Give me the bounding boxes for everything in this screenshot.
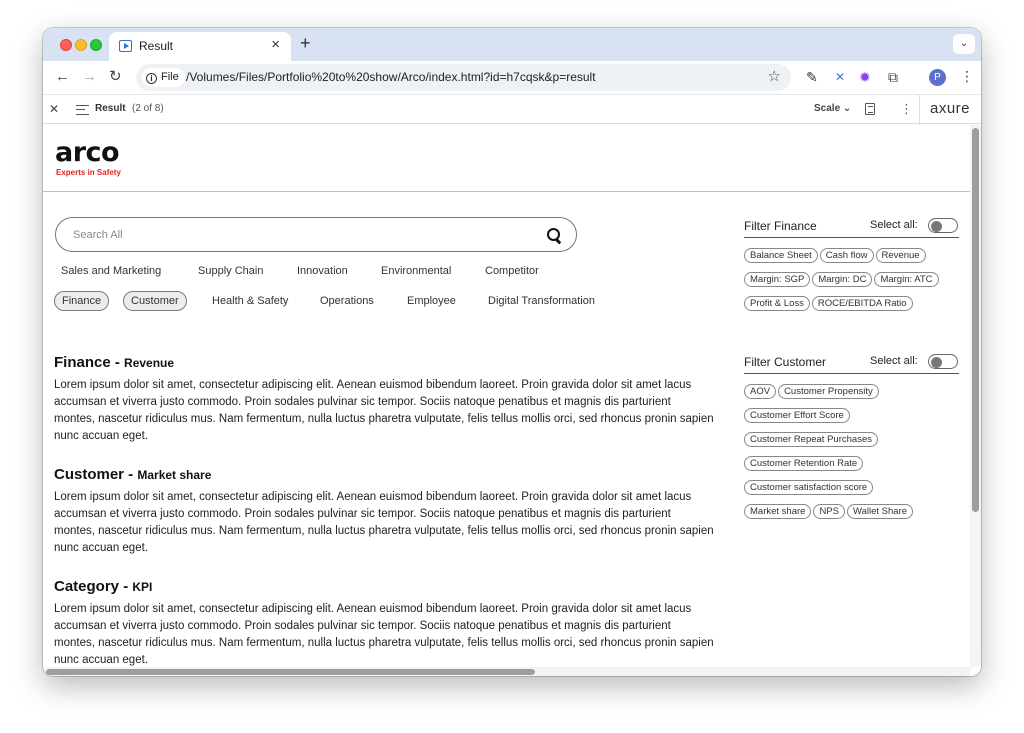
tag-margin-dc[interactable]: Margin: DC: [812, 272, 872, 287]
sitemap-menu-icon[interactable]: [76, 105, 89, 115]
close-tab-icon[interactable]: ×: [271, 36, 280, 53]
reload-icon[interactable]: ↻: [109, 68, 122, 85]
category-finance-selected[interactable]: Finance: [54, 291, 109, 311]
page-viewport: [43, 125, 970, 667]
article-heading: [54, 354, 714, 371]
minimize-window-button[interactable]: [75, 39, 87, 51]
category-supply-chain[interactable]: Supply Chain: [198, 265, 264, 277]
customer-tag-list: [744, 381, 959, 525]
tag-profit-and-loss[interactable]: Profit & Loss: [744, 296, 810, 311]
axure-toolbar: [43, 94, 981, 124]
tag-market-share[interactable]: Market share: [744, 504, 811, 519]
tab-strip: [43, 28, 981, 61]
axure-logo: axure: [930, 100, 971, 117]
arco-logo[interactable]: arco: [55, 137, 120, 168]
tag-balance-sheet[interactable]: Balance Sheet: [744, 248, 818, 263]
tag-roce-ebitda-ratio[interactable]: ROCE/EBITDA Ratio: [812, 296, 913, 311]
article-body: Lorem ipsum dolor sit amet, consectetur adipiscing elit. Aenean euismod bibendum laoreet. Proin gravida dolor sit amet lacus accumsan et viverra justo commodo. Proin sodales pulvinar sic tempor. Sociis natoque penatibus et magnis dis parturient montes, nascetur ridiculus mus. Nam fermentum, nulla luctus pharetra vulputate, felis tellus mollis orci, sed rhoncus pronin sapien nunc accuan eget.: [54, 379, 714, 442]
url-text[interactable]: /Volumes/Files/Portfolio%20to%20show/Arco/index.html?id=h7cqsk&p=result: [186, 70, 596, 84]
more-options-icon[interactable]: ⋮: [900, 101, 913, 116]
article-finance: [54, 354, 714, 445]
article-subtitle: Revenue: [124, 356, 175, 370]
select-all-label: Select all:: [870, 219, 918, 231]
current-page-name: Result: [95, 103, 126, 114]
tag-customer-repeat-purchases[interactable]: Customer Repeat Purchases: [744, 432, 878, 447]
maximize-window-button[interactable]: [90, 39, 102, 51]
article-title: Category: [54, 578, 120, 595]
tag-customer-satisfaction-score[interactable]: Customer satisfaction score: [744, 480, 873, 495]
search-input[interactable]: Search All: [73, 229, 123, 241]
tab-title: Result: [139, 39, 174, 53]
search-icon[interactable]: [547, 228, 561, 242]
category-environmental[interactable]: Environmental: [381, 265, 452, 277]
search-bar[interactable]: [55, 217, 577, 252]
new-tab-button[interactable]: +: [300, 33, 311, 53]
vertical-scroll-thumb[interactable]: [972, 128, 979, 512]
tag-margin-atc[interactable]: Margin: ATC: [874, 272, 938, 287]
filter-finance-header: [744, 216, 959, 238]
select-all-customer-toggle[interactable]: [928, 354, 958, 369]
tab-search-chevron-icon[interactable]: ⌄: [953, 34, 975, 54]
select-all-label: Select all:: [870, 355, 918, 367]
article-separator: -: [124, 466, 138, 483]
article-body: Lorem ipsum dolor sit amet, consectetur adipiscing elit. Aenean euismod bibendum laoreet. Proin gravida dolor sit amet lacus accumsan et viverra justo commodo. Proin sodales pulvinar sic tempor. Sociis natoque penatibus et magnis dis parturient montes, nascetur ridiculus mus. Nam fermentum, nulla luctus pharetra vulputate, felis tellus mollis orci, sed rhoncus pronin sapien nunc accuan eget.: [54, 491, 714, 554]
browser-toolbar: [43, 61, 981, 94]
page-count: (2 of 8): [132, 103, 164, 114]
filter-customer-panel: [744, 352, 959, 525]
tag-customer-effort-score[interactable]: Customer Effort Score: [744, 408, 850, 423]
tag-margin-sgp[interactable]: Margin: SGP: [744, 272, 810, 287]
close-window-button[interactable]: [60, 39, 72, 51]
tag-customer-propensity[interactable]: Customer Propensity: [778, 384, 879, 399]
forward-arrow-icon[interactable]: →: [82, 68, 97, 85]
site-info-label: File: [161, 71, 179, 83]
category-digital-transformation[interactable]: Digital Transformation: [488, 295, 595, 307]
address-bar[interactable]: [136, 64, 791, 91]
site-info-chip[interactable]: [142, 68, 185, 87]
category-innovation[interactable]: Innovation: [297, 265, 348, 277]
tag-wallet-share[interactable]: Wallet Share: [847, 504, 913, 519]
tag-revenue[interactable]: Revenue: [876, 248, 926, 263]
eyedropper-extension-icon[interactable]: ✎: [806, 69, 818, 85]
article-title: Customer: [54, 466, 125, 483]
info-icon: i: [146, 73, 157, 84]
article-category: [54, 578, 714, 667]
gear-extension-icon[interactable]: ✹: [859, 69, 871, 85]
notes-icon[interactable]: [865, 103, 875, 115]
logo-tagline: Experts in Safety: [56, 168, 121, 177]
article-separator: -: [110, 354, 125, 371]
puzzle-extensions-icon[interactable]: ⧉: [888, 69, 898, 85]
site-header: [43, 125, 970, 192]
scale-label: Scale: [814, 103, 841, 114]
article-subtitle: KPI: [132, 580, 153, 594]
tag-customer-retention-rate[interactable]: Customer Retention Rate: [744, 456, 863, 471]
filter-customer-header: [744, 352, 959, 374]
close-sitemap-icon[interactable]: ✕: [49, 102, 60, 116]
category-sales-and-marketing[interactable]: Sales and Marketing: [61, 265, 162, 277]
horizontal-scroll-thumb[interactable]: [46, 669, 535, 675]
tag-cash-flow[interactable]: Cash flow: [820, 248, 874, 263]
tag-nps[interactable]: NPS: [813, 504, 845, 519]
profile-avatar[interactable]: P: [929, 69, 946, 86]
x-extension-icon[interactable]: ✕: [835, 70, 846, 84]
article-customer: [54, 466, 714, 557]
scale-dropdown[interactable]: [814, 103, 851, 114]
select-all-finance-toggle[interactable]: [928, 218, 958, 233]
category-operations[interactable]: Operations: [320, 295, 374, 307]
article-separator: -: [119, 578, 133, 595]
article-heading: [54, 578, 714, 595]
bookmark-star-icon[interactable]: ☆: [767, 68, 781, 85]
article-body: Lorem ipsum dolor sit amet, consectetur adipiscing elit. Aenean euismod bibendum laoreet. Proin gravida dolor sit amet lacus accumsan et viverra justo commodo. Proin sodales pulvinar sic tempor. Sociis natoque penatibus et magnis dis parturient montes, nascetur ridiculus mus. Nam fermentum, nulla luctus pharetra vulputate, felis tellus mollis orci, sed rhoncus pronin sapien nunc accuan eget.: [54, 603, 714, 666]
article-heading: [54, 466, 714, 483]
filter-finance-title: Filter Finance: [744, 219, 817, 233]
category-employee[interactable]: Employee: [407, 295, 456, 307]
category-competitor[interactable]: Competitor: [485, 265, 539, 277]
back-arrow-icon[interactable]: ←: [55, 68, 70, 85]
filter-customer-title: Filter Customer: [744, 355, 827, 369]
category-customer-selected[interactable]: Customer: [123, 291, 187, 311]
browser-window: [43, 28, 981, 676]
toolbar-divider: [919, 95, 920, 125]
tag-aov[interactable]: AOV: [744, 384, 776, 399]
article-title: Finance: [54, 354, 111, 371]
category-health-and-safety[interactable]: Health & Safety: [212, 295, 289, 307]
browser-menu-icon[interactable]: ⋮: [960, 68, 974, 84]
article-subtitle: Market share: [137, 468, 212, 482]
finance-tag-list: [744, 245, 959, 317]
browser-tab[interactable]: [109, 32, 291, 61]
play-page-icon: [119, 40, 132, 52]
chevron-down-icon: ⌄: [842, 103, 852, 114]
filter-finance-panel: [744, 216, 959, 317]
